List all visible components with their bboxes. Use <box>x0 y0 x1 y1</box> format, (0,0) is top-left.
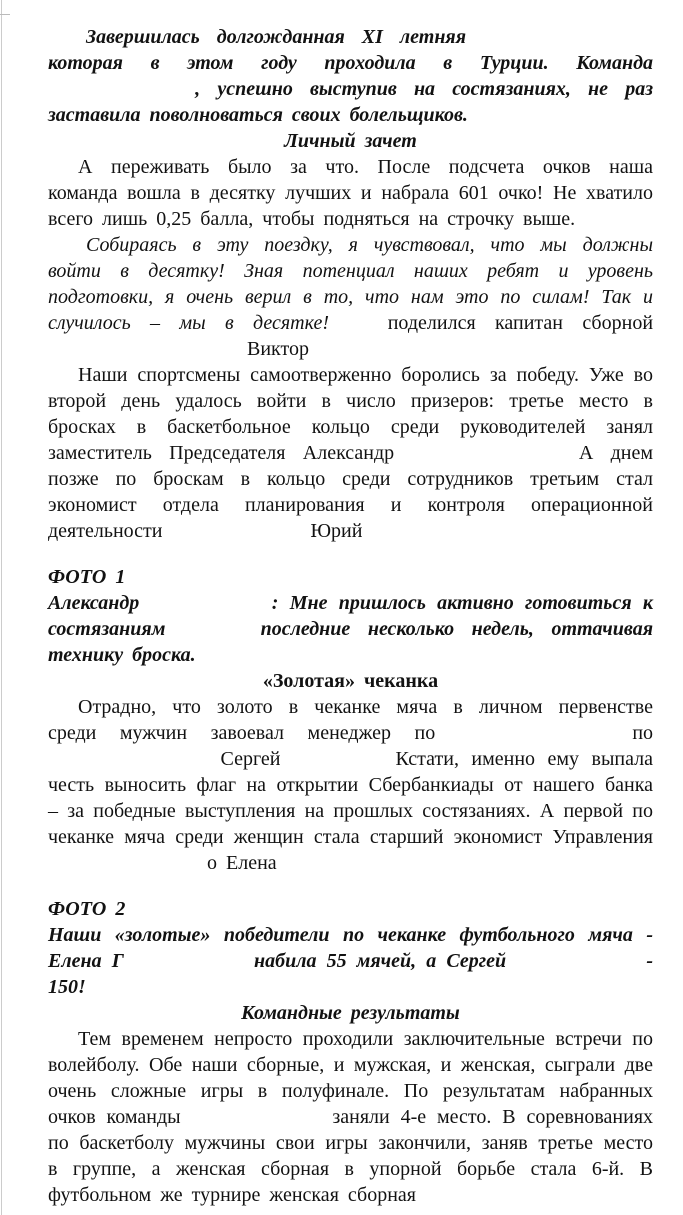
redaction-gap <box>183 633 243 635</box>
caption1-name: Александр <box>48 592 140 614</box>
intro-text-3: , успешно выступив на состязаниях, не раз заставила поволноваться своих болельщиков. <box>48 78 653 126</box>
economist-name: Юрий <box>310 520 363 542</box>
gold-woman-name: о Елена <box>207 852 277 874</box>
team-text-clipped: сборная <box>347 1184 416 1206</box>
gold-text-2: по <box>632 722 654 744</box>
caption2-text-2: набила 55 мячей, а Сергей <box>254 950 507 972</box>
redaction-gap <box>412 457 562 459</box>
photo2-label: ФОТО 2 <box>48 898 126 920</box>
redaction-gap <box>48 353 238 355</box>
paragraph-prizes <box>48 362 653 544</box>
redaction-gap <box>318 353 468 355</box>
photo1-label: ФОТО 1 <box>48 566 126 588</box>
caption1-text-1: : Мне пришлось активно готовиться к состязаниям <box>48 592 654 640</box>
prize-text-1: Наши спортсмены самоотверженно боролись за победу. Уже во второй день удалось войти в число призеров: третье место в бросках в баскетбольное кольцо среди руководителей занял заместитель Председателя Александр <box>48 364 653 464</box>
heading-team-results: Командные результаты <box>241 1002 460 1024</box>
photo2-caption <box>48 922 653 1000</box>
redaction-gap <box>348 327 368 329</box>
redaction-gap <box>191 1121 321 1123</box>
paragraph-gold <box>48 694 653 876</box>
gold-text-1: Отрадно, что золото в чеканке мяча в личном первенстве среди мужчин завоевал менеджер по <box>48 696 653 744</box>
redaction-gap <box>48 93 178 95</box>
redaction-gap <box>134 965 244 967</box>
caption2-text-3: - 150! <box>48 950 654 998</box>
redaction-gap <box>371 535 621 537</box>
redaction-gap <box>459 737 609 739</box>
heading-personal-results: Личный зачет <box>284 130 417 152</box>
redaction-gap <box>293 763 383 765</box>
prize-text-2: А днем позже по броскам в кольцо среди сотрудников третьим стал экономист отдела планирования и контроля операционной деятельности <box>48 442 654 542</box>
blank-gap <box>48 876 653 896</box>
redaction-gap <box>151 607 261 609</box>
heading-gold-keepup: «Золотая» чеканка <box>262 670 439 692</box>
photo1-caption <box>48 590 653 668</box>
caption2-text-1: Наши «золотые» победители по чеканке футбольного мяча - Елена Г <box>48 924 653 972</box>
paragraph-intro <box>48 24 653 128</box>
captain-name: Виктор <box>247 338 309 360</box>
quote-text: Собираясь в эту поездку, я чувствовал, что мы должны войти в десятку! Зная потенциал наших ребят и уровень подготовки, я очень верил в то, что нам это по силам! Так и случилось – мы в десятке! <box>48 234 653 334</box>
redaction-gap <box>172 535 302 537</box>
redaction-gap <box>483 41 653 43</box>
redaction-gap <box>48 867 198 869</box>
redaction-gap <box>516 965 636 967</box>
intro-text-2: которая в этом году проходила в Турции. Команда <box>48 52 653 74</box>
paragraph-captain-quote <box>48 232 653 362</box>
scan-edge-line <box>1 0 2 1215</box>
team-text-1: Тем временем непросто проходили заключительные встречи по волейболу. Обе наши сборные, и мужская, и женская, сыграли две очень сложные игры в полуфинале. По результатам набранных очков команды <box>48 1028 653 1128</box>
caption1-text-2: последние несколько недель, оттачивая технику броска. <box>48 618 654 666</box>
quote-attribution: поделился капитан сборной <box>387 312 654 334</box>
team-text-2: заняли 4-е место. В соревнованиях по баскетболу мужчины свои игры закончили, заняв третье место в группе, а женская сборная в упорной борьбе стала 6-й. В футбольном же турнире женская <box>48 1106 654 1206</box>
scan-corner-mark <box>0 14 10 15</box>
paragraph-team <box>48 1026 653 1208</box>
gold-winner-name: Сергей <box>220 748 281 770</box>
intro-text-1: Завершилась долгожданная XI летняя <box>86 26 467 48</box>
redaction-gap <box>48 763 208 765</box>
redaction-gap <box>286 867 406 869</box>
blank-gap <box>48 544 653 564</box>
paragraph-score: А переживать было за что. После подсчета очков наша команда вошла в десятку лучших и набрала 601 очко! Не хватило всего лишь 0,25 балла, чтобы подняться на строчку выше. <box>48 156 653 230</box>
gold-text-3: Кстати, именно ему выпала честь выносить флаг на открытии Сбербанкиады от нашего банка – за победные выступления на прошлых состязаниях. А первой по чеканке мяча среди женщин стала старший экономист Управления <box>48 748 654 848</box>
